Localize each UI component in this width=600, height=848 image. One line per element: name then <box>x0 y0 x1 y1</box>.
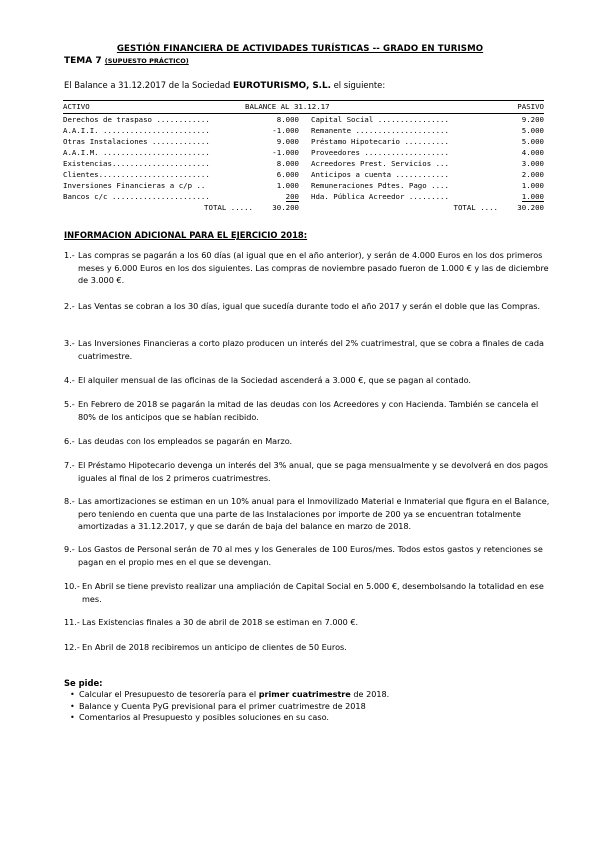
activo-label: Inversiones Financieras a c/p .. <box>63 181 206 190</box>
item-text: En Febrero de 2018 se pagarán la mitad de las deudas con los Acreedores y con Hacienda. También se cancela el 80% de los anticipos que se habían recibido. <box>78 399 539 422</box>
task-text: de 2018. <box>353 689 390 699</box>
pasivo-value: 9.200 <box>521 115 544 124</box>
tema-label: TEMA 7 <box>64 56 102 66</box>
task-item <box>70 712 389 724</box>
tema-subtitle: (SUPUESTO PRÁCTICO) <box>104 57 189 65</box>
list-item <box>64 580 554 605</box>
pasivo-total-label: TOTAL .... <box>453 203 498 212</box>
item-number: 5.- <box>64 399 75 409</box>
task-emphasis: primer cuatrimestre <box>258 689 351 699</box>
activo-value: 9.000 <box>276 137 299 146</box>
list-item <box>64 641 347 654</box>
balance-sheet <box>63 100 544 212</box>
activo-value: 200 <box>285 192 299 201</box>
pasivo-label: Remanente ..................... <box>311 126 449 135</box>
pasivo-value: 5.000 <box>521 126 544 135</box>
pasivo-label: Proveedores ................... <box>311 148 449 157</box>
activo-label: A.A.I.M. ........................ <box>63 148 210 157</box>
activo-label: A.A.I.I. ........................ <box>63 126 210 135</box>
se-pide-heading: Se pide: <box>64 678 103 688</box>
list-item <box>64 398 554 423</box>
item-text: Las Inversiones Financieras a corto plazo producen un interés del 2% cuatrimestral, que se cobra a finales de cada cuatrimestre. <box>78 338 544 361</box>
tasks-list <box>70 689 389 724</box>
list-item <box>64 495 554 533</box>
activo-value: 1.000 <box>276 181 299 190</box>
activo-total-label: TOTAL ..... <box>204 203 253 212</box>
task-text: Calcular el Presupuesto de tesorería para el <box>79 689 257 699</box>
item-text: En Abril se tiene previsto realizar una ampliación de Capital Social en 5.000 €, desembolsando la totalidad en ese mes. <box>82 581 544 604</box>
pasivo-value: 2.000 <box>521 170 544 179</box>
item-text: Las Existencias finales a 30 de abril de 2018 se estiman en 7.000 €. <box>82 617 359 627</box>
pasivo-column <box>311 114 544 213</box>
pasivo-label: Remuneraciones Pdtes. Pago .... <box>311 181 449 190</box>
activo-value: 8.000 <box>276 115 299 124</box>
list-item <box>64 543 554 568</box>
pasivo-row <box>311 180 544 191</box>
activo-total-row <box>63 202 299 213</box>
task-text: Balance y Cuenta PyG previsional para el primer cuatrimestre de 2018 <box>79 700 366 711</box>
list-item <box>64 300 540 313</box>
item-number: 4.- <box>64 375 75 385</box>
tema-heading <box>64 56 189 66</box>
activo-row <box>63 125 299 136</box>
pasivo-row <box>311 147 544 158</box>
pasivo-label: Hda. Pública Acreedor ......... <box>311 192 449 201</box>
pasivo-row <box>311 169 544 180</box>
balance-header <box>63 100 544 114</box>
pasivo-value: 1.000 <box>521 192 544 201</box>
activo-total-value: 30.200 <box>272 203 299 212</box>
item-text: Las Ventas se cobran a los 30 días, igual que sucedía durante todo el año 2017 y serán el doble que las Compras. <box>78 301 541 311</box>
activo-row <box>63 114 299 125</box>
pasivo-header: PASIVO <box>517 102 544 111</box>
list-item <box>64 459 554 484</box>
item-text: El alquiler mensual de las oficinas de la Sociedad ascenderá a 3.000 €, que se pagan al contado. <box>78 375 472 385</box>
list-item <box>64 435 292 448</box>
list-item <box>64 249 554 287</box>
list-item <box>64 616 358 629</box>
item-number: 3.- <box>64 338 75 348</box>
activo-label: Bancos c/c ...................... <box>63 192 210 201</box>
activo-header: ACTIVO <box>63 102 90 111</box>
activo-label: Otras Instalaciones ............. <box>63 137 210 146</box>
item-number: 1.- <box>64 250 75 260</box>
task-item <box>70 689 389 701</box>
pasivo-value: 3.000 <box>521 159 544 168</box>
pasivo-row <box>311 125 544 136</box>
activo-column <box>63 114 299 213</box>
list-item <box>64 374 471 387</box>
pasivo-row <box>311 114 544 125</box>
pasivo-label: Anticipos a cuenta ............ <box>311 170 449 179</box>
item-number: 9.- <box>64 544 75 554</box>
pasivo-row <box>311 191 544 202</box>
pasivo-total-value: 30.200 <box>517 203 544 212</box>
item-text: Los Gastos de Personal serán de 70 al mes y los Generales de 100 Euros/mes. Todos estos gastos y retenciones se pagan en el propio mes en el que se devengan. <box>78 544 543 567</box>
pasivo-value: 4.000 <box>521 148 544 157</box>
pasivo-label: Capital Social ................ <box>311 115 449 124</box>
activo-value: 6.000 <box>276 170 299 179</box>
task-item <box>70 701 389 713</box>
item-number: 8.- <box>64 496 75 506</box>
item-text: En Abril de 2018 recibiremos un anticipo de clientes de 50 Euros. <box>82 642 347 652</box>
item-text: El Préstamo Hipotecario devenga un interés del 3% anual, que se paga mensualmente y se devolverá en dos pagos iguales al final de los 2 primeros cuatrimestres. <box>78 460 549 483</box>
activo-row <box>63 191 299 202</box>
activo-row <box>63 169 299 180</box>
activo-row <box>63 136 299 147</box>
pasivo-total-row <box>311 202 544 213</box>
pasivo-label: Préstamo Hipotecario .......... <box>311 137 449 146</box>
activo-value: -1.000 <box>272 148 299 157</box>
activo-value: -1.000 <box>272 126 299 135</box>
activo-label: Clientes......................... <box>63 170 210 179</box>
pasivo-value: 5.000 <box>521 137 544 146</box>
task-text: Comentarios al Presupuesto y posibles soluciones en su caso. <box>79 712 329 722</box>
intro-prefix: El Balance a 31.12.2017 de la Sociedad <box>64 80 231 90</box>
pasivo-row <box>311 136 544 147</box>
item-number: 12.- <box>64 642 80 652</box>
activo-label: Existencias...................... <box>63 159 210 168</box>
activo-row <box>63 147 299 158</box>
activo-value: 8.000 <box>276 159 299 168</box>
balance-date-header: BALANCE AL 31.12.17 <box>245 102 330 111</box>
pasivo-value: 1.000 <box>521 181 544 190</box>
list-item <box>64 337 554 362</box>
intro-sentence <box>64 80 385 91</box>
intro-suffix: el siguiente: <box>333 80 386 90</box>
additional-info-heading: INFORMACION ADICIONAL PARA EL EJERCICIO 2018: <box>64 230 308 240</box>
item-text: Las deudas con los empleados se pagarán en Marzo. <box>78 436 293 446</box>
activo-label: Derechos de traspaso ............ <box>63 115 210 124</box>
pasivo-row <box>311 158 544 169</box>
pasivo-label: Acreedores Prest. Servicios ... <box>311 159 449 168</box>
item-number: 11.- <box>64 617 80 627</box>
activo-row <box>63 180 299 191</box>
item-text: Las compras se pagarán a los 60 días (al igual que en el año anterior), y serán de 4.000 Euros en los dos primeros meses y 6.000 Euros en los dos siguientes. Las compras de noviembre pasado fueron de 1.000 € y las de diciembre de 3.000 €. <box>78 250 549 285</box>
item-text: Las amortizaciones se estiman en un 10% anual para el Inmovilizado Material e Inmaterial que figura en el Balance, pero teniendo en cuenta que una parte de las Instalaciones por importe de 200 ya se encuentran totalmente amortizadas a 31.12.2017, y que se darán de baja del balance en marzo de 2018. <box>78 496 550 531</box>
item-number: 10.- <box>64 581 80 591</box>
item-number: 6.- <box>64 436 75 446</box>
activo-row <box>63 158 299 169</box>
item-number: 2.- <box>64 301 75 311</box>
course-title: GESTIÓN FINANCIERA DE ACTIVIDADES TURÍSTICAS -- GRADO EN TURISMO <box>116 44 484 54</box>
item-number: 7.- <box>64 460 75 470</box>
company-name: EUROTURISMO, S.L. <box>232 81 331 91</box>
